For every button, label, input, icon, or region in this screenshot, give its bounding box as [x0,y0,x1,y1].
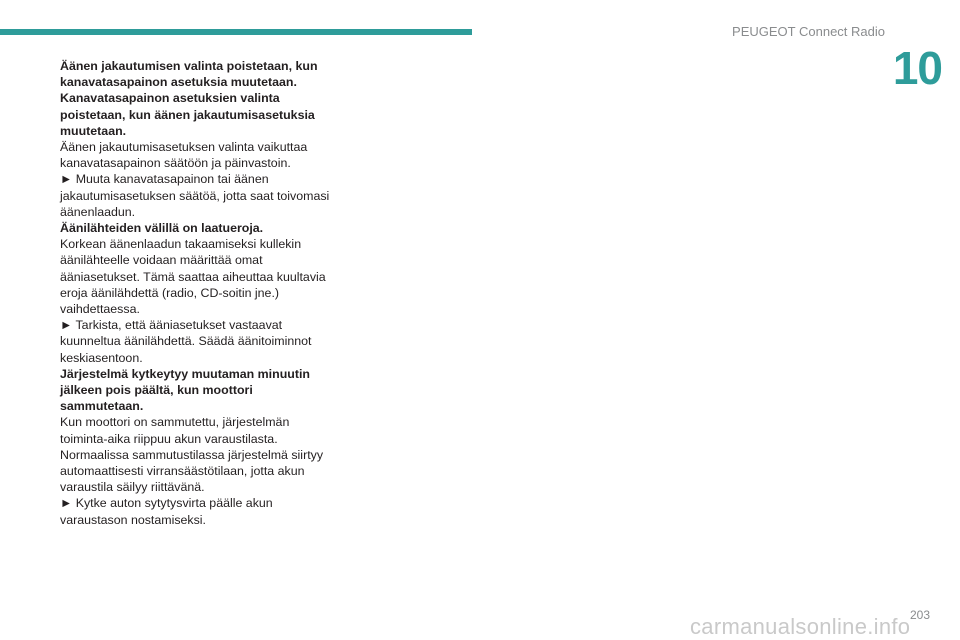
watermark[interactable]: carmanualsonline.info [690,614,911,639]
page-number: 203 [909,608,930,622]
paragraph: Kun moottori on sammutettu, järjestelmän toiminta-aika riippuu akun varaustilasta. [60,415,290,446]
paragraph: Kanavatasapainon asetuksien valinta poistetaan, kun äänen jakautumisasetuksia muutetaan. [60,91,315,138]
paragraph: Äänilähteiden välillä on laatueroja. [60,221,264,236]
paragraph: Äänen jakautumisasetuksen valinta vaikuttaa kanavatasapainon säätöön ja päinvastoin. [60,140,308,171]
paragraph: ► Tarkista, että ääniasetukset vastaavat kuunneltua äänilähdettä. Säädä äänitoiminnot keskiasentoon. [60,318,312,365]
paragraph: Korkean äänenlaadun takaamiseksi kullekin äänilähteelle voidaan määrittää omat ääniasetukset. Tämä saattaa aiheuttaa kuultavia eroja äänilähdettä (radio, CD-soitin jne.) vaihdettaessa. [60,237,326,317]
paragraph: ► Kytke auton sytytysvirta päälle akun varaustason nostamiseksi. [60,496,273,527]
chapter-number: 10 [892,42,942,94]
paragraph: Äänen jakautumisen valinta poistetaan, kun kanavatasapainon asetuksia muutetaan. [60,59,318,90]
paragraph: Järjestelmä kytkeytyy muutaman minuutin jälkeen pois päältä, kun moottori sammutetaan. [60,366,310,414]
paragraph: ► Muuta kanavatasapainon tai äänen jakautumisasetuksen säätöä, jotta saat toivomasi äänenlaadun. [60,172,330,219]
body-text [60,58,335,528]
paragraph: Normaalissa sammutustilassa järjestelmä siirtyy automaattisesti virransäästötilaan, jotta akun varaustila säilyy riittävänä. [60,447,324,495]
header-accent-bar [0,29,472,35]
section-title: PEUGEOT Connect Radio [732,24,885,39]
